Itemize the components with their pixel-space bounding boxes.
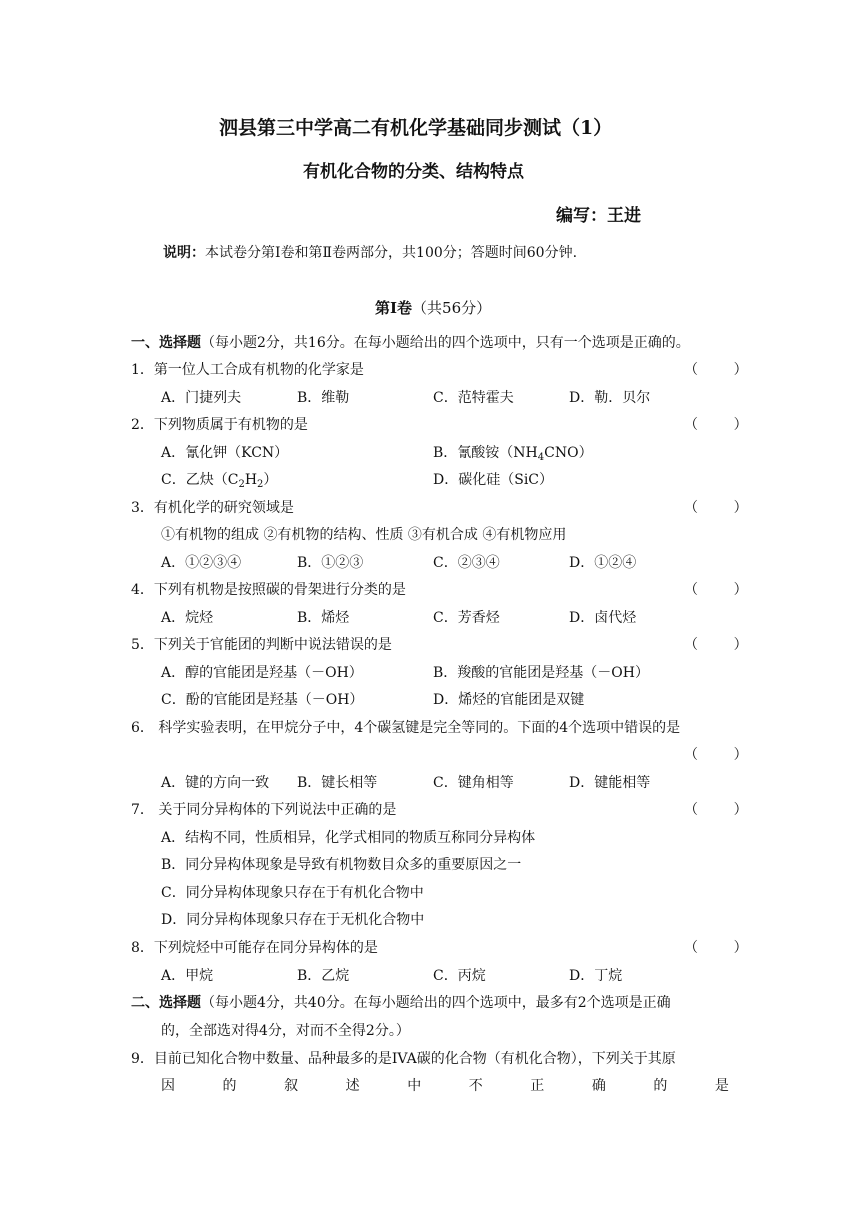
- answer-blank-4[interactable]: （ ）: [684, 582, 748, 598]
- answer-blank-5[interactable]: （ ）: [684, 637, 748, 653]
- q2-option-b-text: B．氰酸铵（NH: [433, 445, 538, 461]
- instructions-text: 本试卷分第Ⅰ卷和第Ⅱ卷两部分，共100分；答题时间60分钟.: [205, 245, 578, 261]
- answer-blank-7[interactable]: （ ）: [684, 802, 748, 818]
- q3-option-b: B．①②③: [297, 555, 364, 571]
- question-9-stem-cont: [161, 1076, 729, 1096]
- question-3-stem: 3．有机化学的研究领域是: [131, 500, 294, 516]
- q9-char: 中: [407, 1078, 422, 1094]
- q9-char: 不: [468, 1078, 483, 1094]
- part1-title: 第Ⅰ卷: [375, 299, 413, 317]
- q5-option-b: B．羧酸的官能团是羟基（－OH）: [433, 665, 649, 681]
- q4-option-c: C．芳香烃: [433, 610, 500, 626]
- q1-option-a: A．门捷列夫: [161, 390, 242, 406]
- section1-heading: [131, 333, 690, 353]
- q4-option-d: D．卤代烃: [569, 610, 637, 626]
- q3-items: ①有机物的组成 ②有机物的结构、性质 ③有机合成 ④有机物应用: [161, 527, 567, 543]
- part1-score: （共56分）: [412, 299, 492, 317]
- q9-char: 因: [161, 1078, 175, 1094]
- q3-option-a: A．①②③④: [161, 555, 242, 571]
- section2-desc-cont: 的，全部选对得4分，对而不全得2分。）: [161, 1023, 410, 1039]
- q2-option-a: A．氰化钾（KCN）: [161, 445, 289, 461]
- q7-option-b: B．同分异构体现象是导致有机物数目众多的重要原因之一: [161, 857, 522, 873]
- q9-char: 的: [653, 1078, 668, 1094]
- question-7-stem: 7． 关于同分异构体的下列说法中正确的是: [131, 802, 397, 818]
- q2-option-c-text: C．乙炔（C: [161, 472, 239, 488]
- q5-option-c: C．酚的官能团是羟基（－OH）: [161, 692, 364, 708]
- part1-heading: [375, 298, 491, 318]
- q1-option-c: C．范特霍夫: [433, 390, 514, 406]
- q6-option-b: B．键长相等: [297, 775, 378, 791]
- q6-option-d: D．键能相等: [569, 775, 651, 791]
- section2-desc: （每小题4分，共40分。在每小题给出的四个选项中，最多有2个选项是正确: [201, 995, 671, 1011]
- answer-blank-1[interactable]: （ ）: [684, 362, 748, 378]
- q9-char: 确: [591, 1078, 606, 1094]
- q9-char: 正: [530, 1078, 545, 1094]
- instructions-label: 说明：: [163, 245, 205, 261]
- q2-option-b: [433, 443, 593, 463]
- answer-blank-8[interactable]: （ ）: [684, 940, 748, 956]
- q2-option-b-sub: 4: [537, 452, 545, 463]
- q2-option-c: [161, 470, 277, 490]
- q1-option-d: D．勒．贝尔: [569, 390, 651, 406]
- section2-heading: [131, 993, 671, 1013]
- q8-option-d: D．丁烷: [569, 968, 623, 984]
- author-line: 编写：王进: [556, 206, 641, 226]
- q9-char: 的: [222, 1078, 237, 1094]
- section1-label: 一、选择题: [131, 335, 201, 351]
- q8-option-b: B．乙烷: [297, 968, 350, 984]
- q2-option-c-mid: H: [244, 472, 258, 488]
- page-title: 泗县第三中学高二有机化学基础同步测试（1）: [219, 117, 613, 139]
- q8-option-c: C．丙烷: [433, 968, 486, 984]
- q5-option-a: A．醇的官能团是羟基（－OH）: [161, 665, 363, 681]
- answer-blank-2[interactable]: （ ）: [684, 417, 748, 433]
- section1-desc: （每小题2分，共16分。在每小题给出的四个选项中，只有一个选项是正确的。: [201, 335, 690, 351]
- section2-label: 二、选择题: [131, 995, 201, 1011]
- q2-option-b-tail: CNO）: [544, 445, 593, 461]
- question-1-stem: 1．第一位人工合成有机物的化学家是: [131, 362, 364, 378]
- q2-option-c-tail: ）: [263, 472, 278, 488]
- q7-option-a: A．结构不同，性质相异，化学式相同的物质互称同分异构体: [161, 830, 536, 846]
- answer-blank-6[interactable]: （ ）: [684, 747, 748, 763]
- q3-option-c: C．②③④: [433, 555, 500, 571]
- q9-char: 叙: [284, 1078, 299, 1094]
- question-5-stem: 5．下列关于官能团的判断中说法错误的是: [131, 637, 392, 653]
- instructions: [163, 243, 577, 263]
- q5-option-d: D．烯烃的官能团是双键: [433, 692, 585, 708]
- q2-option-c-sub2: 2: [257, 479, 264, 490]
- page-subtitle: 有机化合物的分类、结构特点: [303, 162, 524, 182]
- q7-option-d: D．同分异构体现象只存在于无机化合物中: [161, 912, 425, 928]
- question-2-stem: 2．下列物质属于有机物的是: [131, 417, 308, 433]
- q4-option-a: A．烷烃: [161, 610, 214, 626]
- question-8-stem: 8．下列烷烃中可能存在同分异构体的是: [131, 940, 378, 956]
- question-4-stem: 4．下列有机物是按照碳的骨架进行分类的是: [131, 582, 406, 598]
- q6-option-c: C．键角相等: [433, 775, 514, 791]
- q6-option-a: A．键的方向一致: [161, 775, 270, 791]
- q7-option-c: C．同分异构体现象只存在于有机化合物中: [161, 885, 424, 901]
- q1-option-b: B．维勒: [297, 390, 350, 406]
- q4-option-b: B．烯烃: [297, 610, 350, 626]
- q8-option-a: A．甲烷: [161, 968, 214, 984]
- q9-char: 述: [345, 1078, 360, 1094]
- question-6-stem: 6． 科学实验表明，在甲烷分子中，4个碳氢键是完全等同的。下面的4个选项中错误的是: [131, 720, 681, 736]
- q2-option-c-sub1: 2: [238, 479, 245, 490]
- question-9-stem: 9．目前已知化合物中数量、品种最多的是IVA碳的化合物（有机化合物），下列关于其原: [131, 1051, 676, 1067]
- answer-blank-3[interactable]: （ ）: [684, 500, 748, 516]
- q9-char: 是: [714, 1078, 729, 1094]
- q3-option-d: D．①②④: [569, 555, 637, 571]
- q2-option-d: D．碳化硅（SiC）: [433, 472, 554, 488]
